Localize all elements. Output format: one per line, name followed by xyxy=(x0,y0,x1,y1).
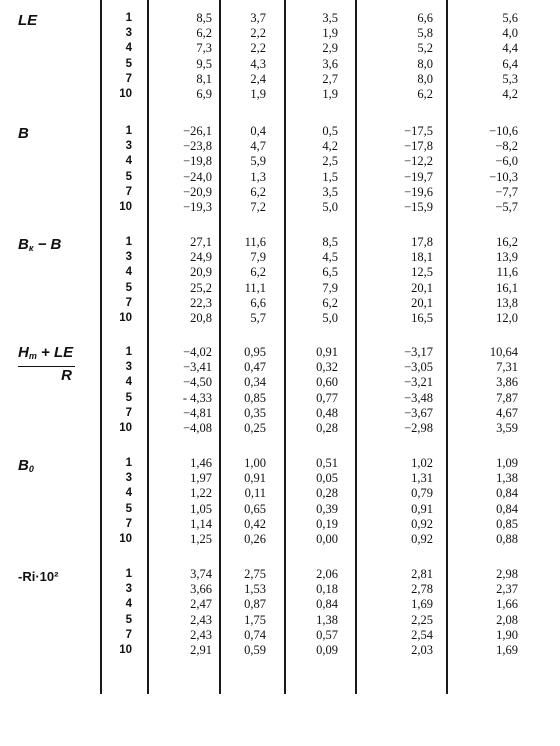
value-cell-col5: 3,59 xyxy=(496,421,518,435)
run-number-cell: 7 xyxy=(125,406,132,419)
run-number-cell: 1 xyxy=(125,125,132,137)
value-cell-col3: 3,5 xyxy=(322,184,338,199)
value-cell-col1: 1,14 xyxy=(190,516,212,531)
table-row xyxy=(0,568,560,581)
value-cell-col5: 16,2 xyxy=(496,235,518,249)
table-row xyxy=(0,171,560,184)
value-cell-col5: 3,86 xyxy=(496,375,518,390)
value-cell-col4: 17,8 xyxy=(411,235,433,249)
run-number-cell: 10 xyxy=(119,201,132,213)
run-number-cell: 1 xyxy=(125,568,132,580)
value-cell-col4: 2,81 xyxy=(411,567,433,581)
value-cell-col3: 1,38 xyxy=(316,612,338,627)
value-cell-col2: 5,9 xyxy=(250,154,266,169)
table-row xyxy=(0,533,560,546)
value-cell-col5: 7,31 xyxy=(496,360,518,375)
label-main-text: H xyxy=(18,344,29,361)
value-cell-col5: −5,7 xyxy=(495,200,518,214)
value-cell-col4: −2,98 xyxy=(404,421,433,435)
value-cell-col1: 8,1 xyxy=(196,71,212,86)
value-cell-col3: 3,6 xyxy=(322,56,338,71)
table-row xyxy=(0,376,560,389)
value-cell-col5: 4,0 xyxy=(502,26,518,41)
value-cell-col3: 2,5 xyxy=(322,154,338,169)
value-cell-col2: 2,75 xyxy=(244,567,266,581)
value-cell-col3: 1,9 xyxy=(322,87,338,101)
value-cell-col5: 1,69 xyxy=(496,643,518,657)
value-cell-col4: −12,2 xyxy=(404,154,433,169)
run-number-cell: 3 xyxy=(125,583,132,596)
value-cell-col2: 0,4 xyxy=(250,124,266,138)
table-row xyxy=(0,125,560,138)
value-cell-col2: 0,74 xyxy=(244,627,266,642)
run-number-cell: 3 xyxy=(125,472,132,485)
run-number-cell: 1 xyxy=(125,236,132,248)
value-cell-col1: −4,02 xyxy=(183,345,212,359)
value-cell-col5: 5,6 xyxy=(502,11,518,25)
value-cell-col4: −3,67 xyxy=(404,405,433,420)
table-row xyxy=(0,407,560,420)
value-cell-col3: 0,48 xyxy=(316,405,338,420)
value-cell-col1: 2,91 xyxy=(190,643,212,657)
table-row xyxy=(0,201,560,214)
value-cell-col1: 7,3 xyxy=(196,41,212,56)
value-cell-col1: 2,47 xyxy=(190,597,212,612)
value-cell-col5: 7,87 xyxy=(496,390,518,405)
value-cell-col5: −8,2 xyxy=(495,139,518,154)
value-cell-col4: −15,9 xyxy=(404,200,433,214)
value-cell-col1: −3,41 xyxy=(183,360,212,375)
table-row xyxy=(0,42,560,55)
value-cell-col4: 5,8 xyxy=(417,26,433,41)
value-cell-col1: −19,8 xyxy=(183,154,212,169)
run-number-cell: 3 xyxy=(125,27,132,40)
value-cell-col1: −26,1 xyxy=(183,124,212,138)
value-cell-col3: 0,00 xyxy=(316,532,338,546)
value-cell-col4: 1,69 xyxy=(411,597,433,612)
value-cell-col4: 6,2 xyxy=(417,87,433,101)
value-cell-col5: −7,7 xyxy=(495,184,518,199)
value-cell-col4: 20,1 xyxy=(411,295,433,310)
value-cell-col3: 0,32 xyxy=(316,360,338,375)
table-row xyxy=(0,472,560,485)
value-cell-col2: 2,4 xyxy=(250,71,266,86)
value-cell-col4: 16,5 xyxy=(411,311,433,325)
value-cell-col4: 1,02 xyxy=(411,456,433,470)
value-cell-col5: 16,1 xyxy=(496,280,518,295)
value-cell-col1: 1,22 xyxy=(190,486,212,501)
fraction-denominator: R xyxy=(61,367,72,384)
value-cell-col1: 20,9 xyxy=(190,265,212,280)
value-cell-col1: - 4,33 xyxy=(182,390,212,405)
value-cell-col5: 5,3 xyxy=(502,71,518,86)
table-row xyxy=(0,583,560,596)
value-cell-col3: 4,5 xyxy=(322,250,338,265)
value-cell-col3: 2,06 xyxy=(316,567,338,581)
value-cell-col5: 1,38 xyxy=(496,471,518,486)
value-cell-col3: 0,91 xyxy=(316,345,338,359)
value-cell-col1: 1,46 xyxy=(190,456,212,470)
value-cell-col3: 3,5 xyxy=(322,11,338,25)
table-row xyxy=(0,282,560,295)
label-main-text: -Ri·10² xyxy=(18,569,59,584)
value-cell-col5: 2,37 xyxy=(496,582,518,597)
value-cell-col2: 2,2 xyxy=(250,26,266,41)
value-cell-col1: 6,9 xyxy=(196,87,212,101)
value-cell-col2: 4,3 xyxy=(250,56,266,71)
value-cell-col4: 20,1 xyxy=(411,280,433,295)
run-number-cell: 4 xyxy=(125,598,132,611)
value-cell-col2: 1,53 xyxy=(244,582,266,597)
value-cell-col2: 0,47 xyxy=(244,360,266,375)
value-cell-col3: 0,28 xyxy=(316,421,338,435)
value-cell-col4: 0,91 xyxy=(411,501,433,516)
value-cell-col3: 0,84 xyxy=(316,597,338,612)
value-cell-col2: 6,6 xyxy=(250,295,266,310)
value-cell-col3: 0,51 xyxy=(316,456,338,470)
label-rest-text: − B xyxy=(33,236,62,253)
value-cell-col5: 13,9 xyxy=(496,250,518,265)
value-cell-col2: 2,2 xyxy=(250,41,266,56)
value-cell-col3: 1,5 xyxy=(322,169,338,184)
value-cell-col5: 4,67 xyxy=(496,405,518,420)
value-cell-col4: 2,25 xyxy=(411,612,433,627)
value-cell-col1: −23,8 xyxy=(183,139,212,154)
value-cell-col3: 5,0 xyxy=(322,200,338,214)
value-cell-col1: 8,5 xyxy=(196,11,212,25)
run-number-cell: 3 xyxy=(125,251,132,264)
value-cell-col2: 11,6 xyxy=(244,235,266,249)
value-cell-col3: 0,60 xyxy=(316,375,338,390)
run-number-cell: 7 xyxy=(125,185,132,198)
value-cell-col1: 1,05 xyxy=(190,501,212,516)
table-row xyxy=(0,58,560,71)
value-cell-col2: 7,9 xyxy=(250,250,266,265)
run-number-cell: 10 xyxy=(119,422,132,434)
value-cell-col4: −3,17 xyxy=(404,345,433,359)
run-number-cell: 5 xyxy=(125,57,132,70)
value-cell-col3: 0,18 xyxy=(316,582,338,597)
run-number-cell: 4 xyxy=(125,42,132,55)
value-cell-col5: 0,85 xyxy=(496,516,518,531)
value-cell-col2: 0,85 xyxy=(244,390,266,405)
value-cell-col3: 0,57 xyxy=(316,627,338,642)
table-row xyxy=(0,392,560,405)
table-row xyxy=(0,251,560,264)
run-number-cell: 10 xyxy=(119,533,132,545)
table-row xyxy=(0,644,560,657)
value-cell-col4: 12,5 xyxy=(411,265,433,280)
value-cell-col2: 4,7 xyxy=(250,139,266,154)
value-cell-col4: 18,1 xyxy=(411,250,433,265)
run-number-cell: 5 xyxy=(125,281,132,294)
run-number-cell: 3 xyxy=(125,361,132,374)
table-row xyxy=(0,73,560,86)
value-cell-col1: −4,08 xyxy=(183,421,212,435)
value-cell-col4: −17,8 xyxy=(404,139,433,154)
table-row xyxy=(0,361,560,374)
run-number-cell: 10 xyxy=(119,88,132,100)
value-cell-col1: −19,3 xyxy=(183,200,212,214)
value-cell-col1: 22,3 xyxy=(190,295,212,310)
value-cell-col3: 0,19 xyxy=(316,516,338,531)
value-cell-col3: 0,05 xyxy=(316,471,338,486)
value-cell-col5: 2,08 xyxy=(496,612,518,627)
label-main-text: LE xyxy=(18,12,38,29)
table-row xyxy=(0,88,560,101)
label-main-text: B xyxy=(18,125,29,142)
value-cell-col4: −3,21 xyxy=(404,375,433,390)
value-cell-col2: 0,59 xyxy=(244,643,266,657)
value-cell-col1: 9,5 xyxy=(196,56,212,71)
value-cell-col2: 5,7 xyxy=(250,311,266,325)
value-cell-col4: −3,48 xyxy=(404,390,433,405)
value-cell-col2: 6,2 xyxy=(250,184,266,199)
value-cell-col1: 27,1 xyxy=(190,235,212,249)
label-main-text: B xyxy=(18,457,29,474)
value-cell-col3: 6,2 xyxy=(322,295,338,310)
value-cell-col1: 6,2 xyxy=(196,26,212,41)
table-row xyxy=(0,155,560,168)
value-cell-col5: 4,4 xyxy=(502,41,518,56)
value-cell-col3: 0,09 xyxy=(316,643,338,657)
value-cell-col5: 11,6 xyxy=(496,265,518,280)
run-number-cell: 3 xyxy=(125,140,132,153)
value-cell-col5: 0,84 xyxy=(496,501,518,516)
value-cell-col4: 8,0 xyxy=(417,56,433,71)
table-row xyxy=(0,266,560,279)
table-row xyxy=(0,629,560,642)
label-subscript: т xyxy=(28,351,37,361)
table-row xyxy=(0,614,560,627)
table-row xyxy=(0,140,560,153)
value-cell-col2: 0,26 xyxy=(244,532,266,546)
value-cell-col2: 0,42 xyxy=(244,516,266,531)
value-cell-col4: −3,05 xyxy=(404,360,433,375)
table-row xyxy=(0,346,560,359)
label-subscript: к xyxy=(28,243,34,253)
value-cell-col5: −10,6 xyxy=(489,124,518,138)
value-cell-col3: 0,77 xyxy=(316,390,338,405)
value-cell-col4: 2,78 xyxy=(411,582,433,597)
run-number-cell: 7 xyxy=(125,296,132,309)
value-cell-col3: 8,5 xyxy=(322,235,338,249)
value-cell-col4: 1,31 xyxy=(411,471,433,486)
value-cell-col1: 1,25 xyxy=(190,532,212,546)
value-cell-col5: 1,09 xyxy=(496,456,518,470)
run-number-cell: 5 xyxy=(125,502,132,515)
table-row xyxy=(0,27,560,40)
value-cell-col3: 0,5 xyxy=(322,124,338,138)
value-cell-col2: 7,2 xyxy=(250,200,266,214)
value-cell-col1: 24,9 xyxy=(190,250,212,265)
value-cell-col5: 4,2 xyxy=(502,87,518,101)
value-cell-col1: 2,43 xyxy=(190,612,212,627)
run-number-cell: 5 xyxy=(125,613,132,626)
run-number-cell: 7 xyxy=(125,72,132,85)
run-number-cell: 5 xyxy=(125,170,132,183)
value-cell-col2: 6,2 xyxy=(250,265,266,280)
value-cell-col4: −17,5 xyxy=(404,124,433,138)
value-cell-col1: 2,43 xyxy=(190,627,212,642)
run-number-cell: 1 xyxy=(125,457,132,469)
run-number-cell: 5 xyxy=(125,391,132,404)
run-number-cell: 4 xyxy=(125,487,132,500)
value-cell-col4: 0,92 xyxy=(411,532,433,546)
value-cell-col3: 6,5 xyxy=(322,265,338,280)
value-cell-col1: 25,2 xyxy=(190,280,212,295)
value-cell-col2: 1,3 xyxy=(250,169,266,184)
value-cell-col2: 0,91 xyxy=(244,471,266,486)
value-cell-col3: 2,7 xyxy=(322,71,338,86)
value-cell-col2: 0,87 xyxy=(244,597,266,612)
table-row xyxy=(0,297,560,310)
table-row xyxy=(0,236,560,249)
value-cell-col2: 0,11 xyxy=(244,486,266,501)
value-cell-col1: −20,9 xyxy=(183,184,212,199)
value-cell-col4: 5,2 xyxy=(417,41,433,56)
value-cell-col3: 1,9 xyxy=(322,26,338,41)
value-cell-col2: 3,7 xyxy=(250,11,266,25)
value-cell-col4: 0,79 xyxy=(411,486,433,501)
value-cell-col2: 0,34 xyxy=(244,375,266,390)
value-cell-col1: 20,8 xyxy=(190,311,212,325)
value-cell-col4: 6,6 xyxy=(417,11,433,25)
value-cell-col4: 8,0 xyxy=(417,71,433,86)
label-subscript: 0 xyxy=(28,464,34,474)
label-main-text: B xyxy=(18,236,29,253)
value-cell-col5: −6,0 xyxy=(495,154,518,169)
table-row xyxy=(0,487,560,500)
value-cell-col3: 2,9 xyxy=(322,41,338,56)
value-cell-col1: −4,81 xyxy=(183,405,212,420)
label-rest-text: + LE xyxy=(36,344,74,361)
value-cell-col5: 10,64 xyxy=(489,345,518,359)
run-number-cell: 10 xyxy=(119,312,132,324)
value-cell-col4: 0,92 xyxy=(411,516,433,531)
table-row xyxy=(0,186,560,199)
run-number-cell: 7 xyxy=(125,628,132,641)
value-cell-col2: 1,9 xyxy=(250,87,266,101)
value-cell-col1: −4,50 xyxy=(183,375,212,390)
value-cell-col2: 0,25 xyxy=(244,421,266,435)
run-number-cell: 7 xyxy=(125,517,132,530)
run-number-cell: 4 xyxy=(125,155,132,168)
value-cell-col2: 1,00 xyxy=(244,456,266,470)
table-row xyxy=(0,312,560,325)
value-cell-col5: 0,84 xyxy=(496,486,518,501)
run-number-cell: 10 xyxy=(119,644,132,656)
table-row xyxy=(0,503,560,516)
value-cell-col5: −10,3 xyxy=(489,169,518,184)
value-cell-col5: 13,8 xyxy=(496,295,518,310)
value-cell-col1: 3,74 xyxy=(190,567,212,581)
value-cell-col2: 0,35 xyxy=(244,405,266,420)
run-number-cell: 4 xyxy=(125,376,132,389)
value-cell-col3: 0,39 xyxy=(316,501,338,516)
value-cell-col3: 7,9 xyxy=(322,280,338,295)
value-cell-col4: −19,7 xyxy=(404,169,433,184)
run-number-cell: 1 xyxy=(125,346,132,358)
value-cell-col4: 2,54 xyxy=(411,627,433,642)
value-cell-col4: −19,6 xyxy=(404,184,433,199)
value-cell-col5: 1,90 xyxy=(496,627,518,642)
value-cell-col2: 0,65 xyxy=(244,501,266,516)
value-cell-col2: 0,95 xyxy=(244,345,266,359)
table-row xyxy=(0,422,560,435)
value-cell-col4: 2,03 xyxy=(411,643,433,657)
value-cell-col3: 0,28 xyxy=(316,486,338,501)
value-cell-col5: 2,98 xyxy=(496,567,518,581)
value-cell-col1: 3,66 xyxy=(190,582,212,597)
table-row xyxy=(0,457,560,470)
value-cell-col3: 5,0 xyxy=(322,311,338,325)
run-number-cell: 1 xyxy=(125,12,132,24)
value-cell-col2: 1,75 xyxy=(244,612,266,627)
value-cell-col1: −24,0 xyxy=(183,169,212,184)
value-cell-col5: 6,4 xyxy=(502,56,518,71)
value-cell-col2: 11,1 xyxy=(244,280,266,295)
value-cell-col5: 12,0 xyxy=(496,311,518,325)
value-cell-col5: 1,66 xyxy=(496,597,518,612)
value-cell-col1: 1,97 xyxy=(190,471,212,486)
table-row xyxy=(0,12,560,25)
table-row xyxy=(0,518,560,531)
value-cell-col5: 0,88 xyxy=(496,532,518,546)
value-cell-col3: 4,2 xyxy=(322,139,338,154)
run-number-cell: 4 xyxy=(125,266,132,279)
table-row xyxy=(0,598,560,611)
